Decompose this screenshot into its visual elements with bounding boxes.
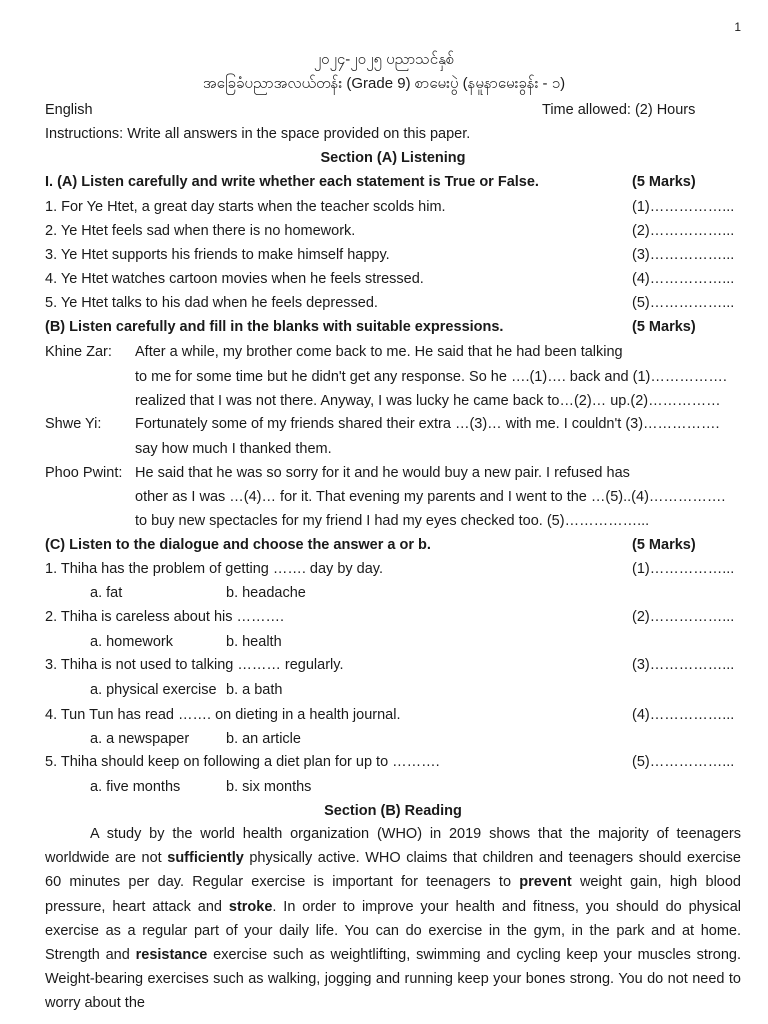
statement-text: 4. Ye Htet watches cartoon movies when he feels stressed.: [45, 271, 424, 287]
time-allowed: Time allowed: (2) Hours: [542, 102, 696, 118]
answer-blank[interactable]: (5)……………...: [632, 754, 735, 770]
vocab-word: resistance: [135, 947, 208, 964]
part-a-heading-text: I. (A) Listen carefully and write whether each statement is True or False.: [45, 174, 539, 190]
answer-blank[interactable]: (2)……………...: [632, 609, 735, 625]
part-b-marks: (5 Marks): [632, 319, 696, 335]
dialogue-line: other as I was …(4)… for it. That evening my parents and I went to the …(5)..(4)…………….: [135, 489, 726, 505]
speaker-name: Shwe Yi:: [45, 416, 102, 432]
answer-blank[interactable]: (1)……………...: [632, 561, 735, 577]
question-text: 5. Thiha should keep on following a diet plan for up to ……….: [45, 754, 440, 770]
speaker-name: Khine Zar:: [45, 344, 112, 360]
academic-year-heading: ၂၀၂၄-၂၀၂၅ ပညာသင်နှစ်: [313, 51, 455, 68]
dialogue-line: Fortunately some of my friends shared their extra …(3)… with me. I couldn't (3)…………….: [135, 416, 720, 432]
option-a[interactable]: a. physical exercise: [90, 682, 217, 698]
dialogue-line: to me for some time but he didn't get any response. So he ….(1)…. back and (1)…………….: [135, 369, 727, 385]
reading-text: physically active. WHO claims that children and teenagers should exercise 60 minutes per day. Regular exercise is important for teenagers to: [45, 850, 741, 891]
page-number: 1: [734, 20, 741, 34]
dialogue-line: After a while, my brother come back to me. He said that he had been talking: [135, 344, 623, 360]
part-a-item: [45, 267, 741, 291]
part-a-item: [45, 195, 741, 219]
vocab-word: prevent: [519, 874, 572, 891]
dialogue-line: to buy new spectacles for my friend I had my eyes checked too. (5)……………...: [135, 513, 650, 529]
answer-blank[interactable]: (1)……………...: [632, 199, 735, 215]
option-a[interactable]: a. a newspaper: [90, 731, 190, 747]
part-c-heading-text: (C) Listen to the dialogue and choose the answer a or b.: [45, 537, 431, 553]
option-a[interactable]: a. homework: [90, 634, 174, 650]
reading-text: . In order to improve your health and fitness, you should do physical exercise as a regular part of your daily life. You can do exercise in the gym, in the park and at home. Strength and: [45, 898, 741, 964]
answer-blank[interactable]: (2)……………...: [632, 223, 735, 239]
option-b[interactable]: b. six months: [226, 779, 312, 795]
answer-blank[interactable]: (4)……………...: [632, 271, 735, 287]
part-c-heading: [45, 533, 741, 557]
statement-text: 2. Ye Htet feels sad when there is no homework.: [45, 223, 356, 239]
subject-label: English: [45, 102, 93, 118]
part-a-item: [45, 291, 741, 315]
exam-title-heading: အခြေခံပညာအလယ်တန်း (Grade 9) စာမေးပွဲ (နမူနာမေးခွန်း - ၁): [202, 75, 566, 92]
answer-blank[interactable]: (3)……………...: [632, 657, 735, 673]
answer-blank[interactable]: (3)……………...: [632, 247, 735, 263]
option-a[interactable]: a. fat: [90, 585, 123, 601]
speaker-name: Phoo Pwint:: [45, 465, 123, 481]
part-c-question: [45, 653, 741, 677]
dialogue-line: realized that I was not there. Anyway, I was lucky he came back to…(2)… up.(2)……………: [135, 393, 721, 409]
statement-text: 1. For Ye Htet, a great day starts when the teacher scolds him.: [45, 199, 446, 215]
part-c-question: [45, 605, 741, 629]
option-b[interactable]: b. health: [226, 634, 282, 650]
option-b[interactable]: b. headache: [226, 585, 306, 601]
vocab-word: stroke: [228, 898, 273, 915]
section-b-title: Section (B) Reading: [324, 803, 462, 819]
option-a[interactable]: a. five months: [90, 779, 181, 795]
statement-text: 3. Ye Htet supports his friends to make himself happy.: [45, 247, 390, 263]
part-a-item: [45, 219, 741, 243]
reading-text: A study by the world health organization (WHO) in 2019 shows that the majority of teenagers worldwide are not: [45, 826, 741, 867]
option-b[interactable]: b. a bath: [226, 682, 283, 698]
part-c-marks: (5 Marks): [632, 537, 696, 553]
part-b-heading: [45, 315, 741, 339]
reading-text: exercise such as weightlifting, swimming and cycling keep your muscles strong. Weight-bearing exercises such as walking, jogging and running keep your bones strong. You do not need to worry about the: [45, 947, 741, 1012]
reading-text: weight gain, high blood pressure, heart attack and: [45, 874, 741, 915]
part-c-question: [45, 750, 741, 774]
instructions: Instructions: Write all answers in the space provided on this paper.: [45, 126, 471, 142]
part-a-item: [45, 243, 741, 267]
answer-blank[interactable]: (5)……………...: [632, 295, 735, 311]
question-text: 1. Thiha has the problem of getting ……. day by day.: [45, 561, 383, 577]
reading-passage: [45, 822, 741, 1016]
question-text: 3. Thiha is not used to talking ……… regularly.: [45, 657, 344, 673]
subject-line: [45, 98, 741, 122]
part-a-heading: [45, 170, 741, 194]
part-a-marks: (5 Marks): [632, 174, 696, 190]
vocab-word: sufficiently: [167, 850, 244, 867]
option-b[interactable]: b. an article: [226, 731, 301, 747]
answer-blank[interactable]: (4)……………...: [632, 707, 735, 723]
dialogue-line: He said that he was so sorry for it and he would buy a new pair. I refused has: [135, 465, 630, 481]
part-b-heading-text: (B) Listen carefully and fill in the blanks with suitable expressions.: [45, 319, 504, 335]
dialogue-line: say how much I thanked them.: [135, 441, 332, 457]
statement-text: 5. Ye Htet talks to his dad when he feels depressed.: [45, 295, 378, 311]
question-text: 2. Thiha is careless about his ……….: [45, 609, 285, 625]
part-c-question: [45, 557, 741, 581]
question-text: 4. Tun Tun has read ……. on dieting in a health journal.: [45, 707, 401, 723]
section-a-title: Section (A) Listening: [320, 150, 466, 166]
part-c-question: [45, 703, 741, 727]
